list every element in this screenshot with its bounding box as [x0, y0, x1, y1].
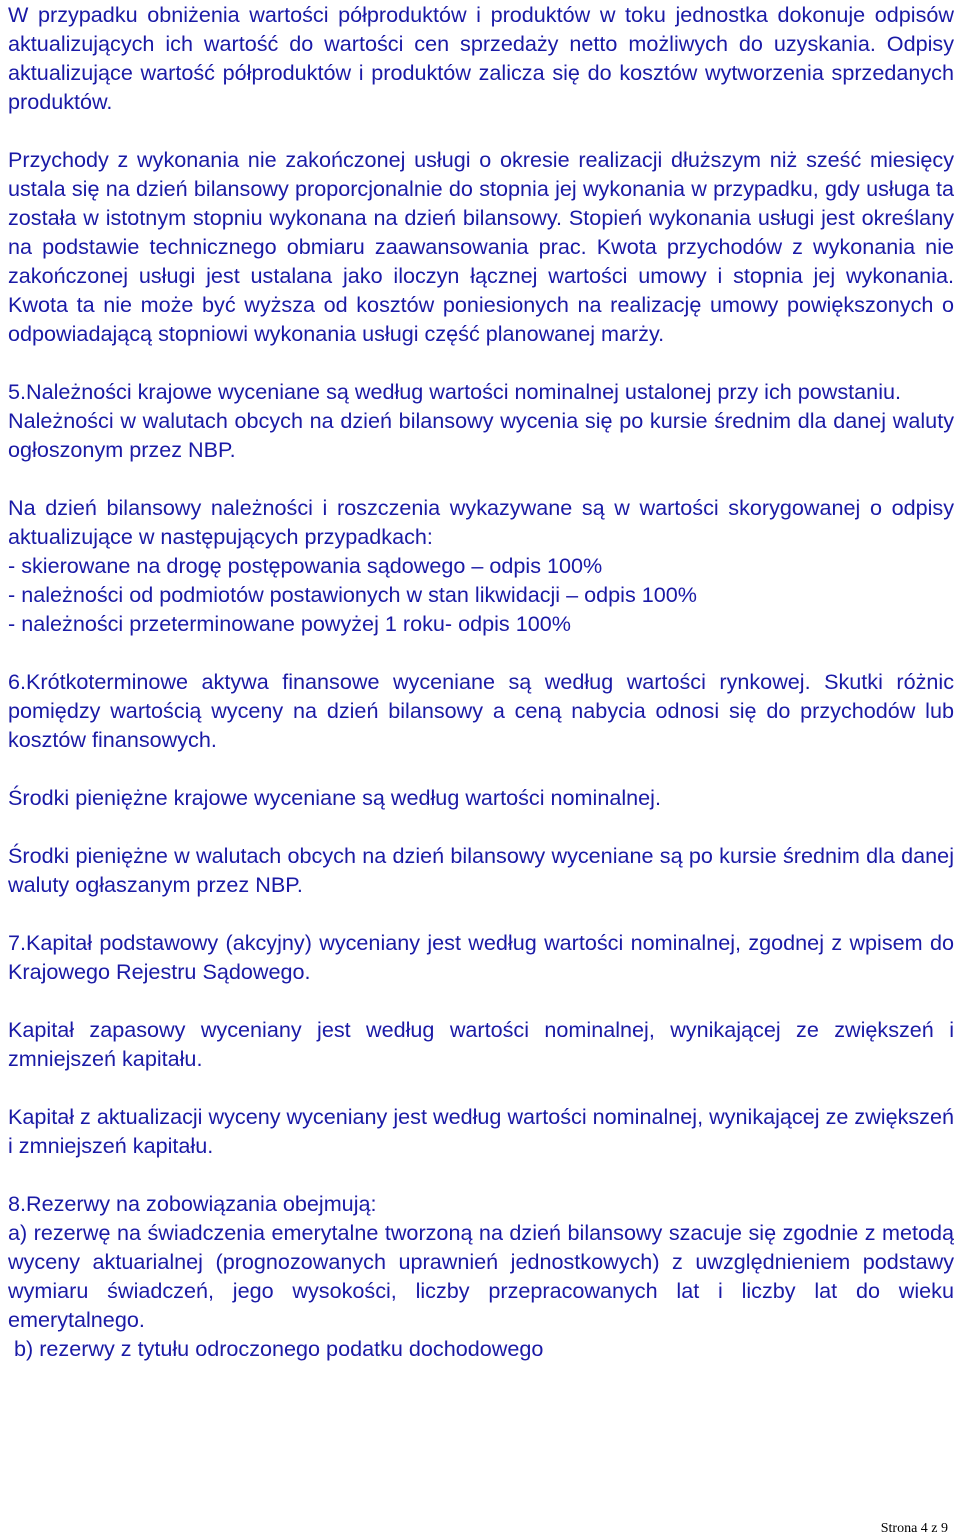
- paragraph-domestic-receivables: 5.Należności krajowe wyceniane są według wartości nominalnej ustalonej przy ich powstaniu.: [8, 379, 901, 404]
- paragraph-provisions-heading: 8.Rezerwy na zobowiązania obejmują:: [8, 1191, 377, 1216]
- paragraph-receivables-writedowns: Na dzień bilansowy należności i roszczenia wykazywane są w wartości skorygowanej o odpisy aktualizujące w następujących przypadkach:: [8, 495, 954, 549]
- paragraph-deferred-tax-provision: b) rezerwy z tytułu odroczonego podatku dochodowego: [14, 1336, 544, 1361]
- paragraph-inventory-writedowns: W przypadku obniżenia wartości półproduktów i produktów w toku jednostka dokonuje odpisów aktualizujących ich wartość do wartości cen sprzedaży netto możliwych do uzyskania. Odpisy aktualizujące wartość półproduktów i produktów zalicza się do kosztów wytworzenia sprzedanych produktów.: [8, 2, 954, 114]
- paragraph-reserve-capital: Kapitał zapasowy wyceniany jest według wartości nominalnej, wynikającej ze zwiększeń i zmniejszeń kapitału.: [8, 1017, 954, 1071]
- paragraph-short-term-assets: 6.Krótkoterminowe aktywa finansowe wyceniane są według wartości rynkowej. Skutki różnic pomiędzy wartością wyceny na dzień bilansowy a ceną nabycia odnosi się do przychodów lub kosztów finansowych.: [8, 669, 954, 752]
- paragraph-revaluation-capital: Kapitał z aktualizacji wyceny wyceniany jest według wartości nominalnej, wynikającej ze zwiększeń i zmniejszeń kapitału.: [8, 1104, 954, 1158]
- paragraph-gap: [8, 754, 954, 783]
- paragraph-gap: [8, 638, 954, 667]
- paragraph-gap: [8, 1073, 954, 1102]
- paragraph-gap: [8, 812, 954, 841]
- list-item: - należności od podmiotów postawionych w stan likwidacji – odpis 100%: [8, 582, 697, 607]
- paragraph-gap: [8, 116, 954, 145]
- paragraph-domestic-cash: Środki pieniężne krajowe wyceniane są według wartości nominalnej.: [8, 785, 661, 810]
- paragraph-foreign-cash: Środki pieniężne w walutach obcych na dzień bilansowy wyceniane są po kursie średnim dla danej waluty ogłaszanym przez NBP.: [8, 843, 954, 897]
- paragraph-share-capital: 7.Kapitał podstawowy (akcyjny) wyceniany jest według wartości nominalnej, zgodnej z wpisem do Krajowego Rejestru Sądowego.: [8, 930, 954, 984]
- paragraph-pension-provision: a) rezerwę na świadczenia emerytalne tworzoną na dzień bilansowy szacuje się zgodnie z metodą wyceny aktuarialnej (prognozowanych uprawnień jednostkowych) z uwzględnieniem podstawy wymiaru świadczeń, jego wysokości, liczby przepracowanych lat i liczby lat do wieku emerytalnego.: [8, 1220, 954, 1332]
- document-page: [8, 0, 954, 1363]
- paragraph-service-revenue: Przychody z wykonania nie zakończonej usługi o okresie realizacji dłuższym niż sześć miesięcy ustala się na dzień bilansowy proporcjonalnie do stopnia jej wykonania w przypadku, gdy usługa ta została w istotnym stopniu wykonana na dzień bilansowy. Stopień wykonania usługi jest określany na podstawie technicznego obmiaru zaawansowania prac. Kwota przychodów z wykonania nie zakończonej usługi jest ustalana jako iloczyn łącznej wartości umowy i stopnia jej wykonania. Kwota ta nie może być wyższa od kosztów poniesionych na realizację umowy powiększonych o odpowiadającą stopniowi wykonania usługi część planowanej marży.: [8, 147, 954, 346]
- list-item: - należności przeterminowane powyżej 1 roku- odpis 100%: [8, 611, 571, 636]
- list-item: - skierowane na drogę postępowania sądowego – odpis 100%: [8, 553, 603, 578]
- paragraph-gap: [8, 899, 954, 928]
- paragraph-gap: [8, 348, 954, 377]
- paragraph-foreign-receivables: Należności w walutach obcych na dzień bilansowy wycenia się po kursie średnim dla danej waluty ogłoszonym przez NBP.: [8, 408, 954, 462]
- page-number: Strona 4 z 9: [880, 1521, 948, 1536]
- paragraph-gap: [8, 986, 954, 1015]
- paragraph-gap: [8, 1160, 954, 1189]
- paragraph-gap: [8, 464, 954, 493]
